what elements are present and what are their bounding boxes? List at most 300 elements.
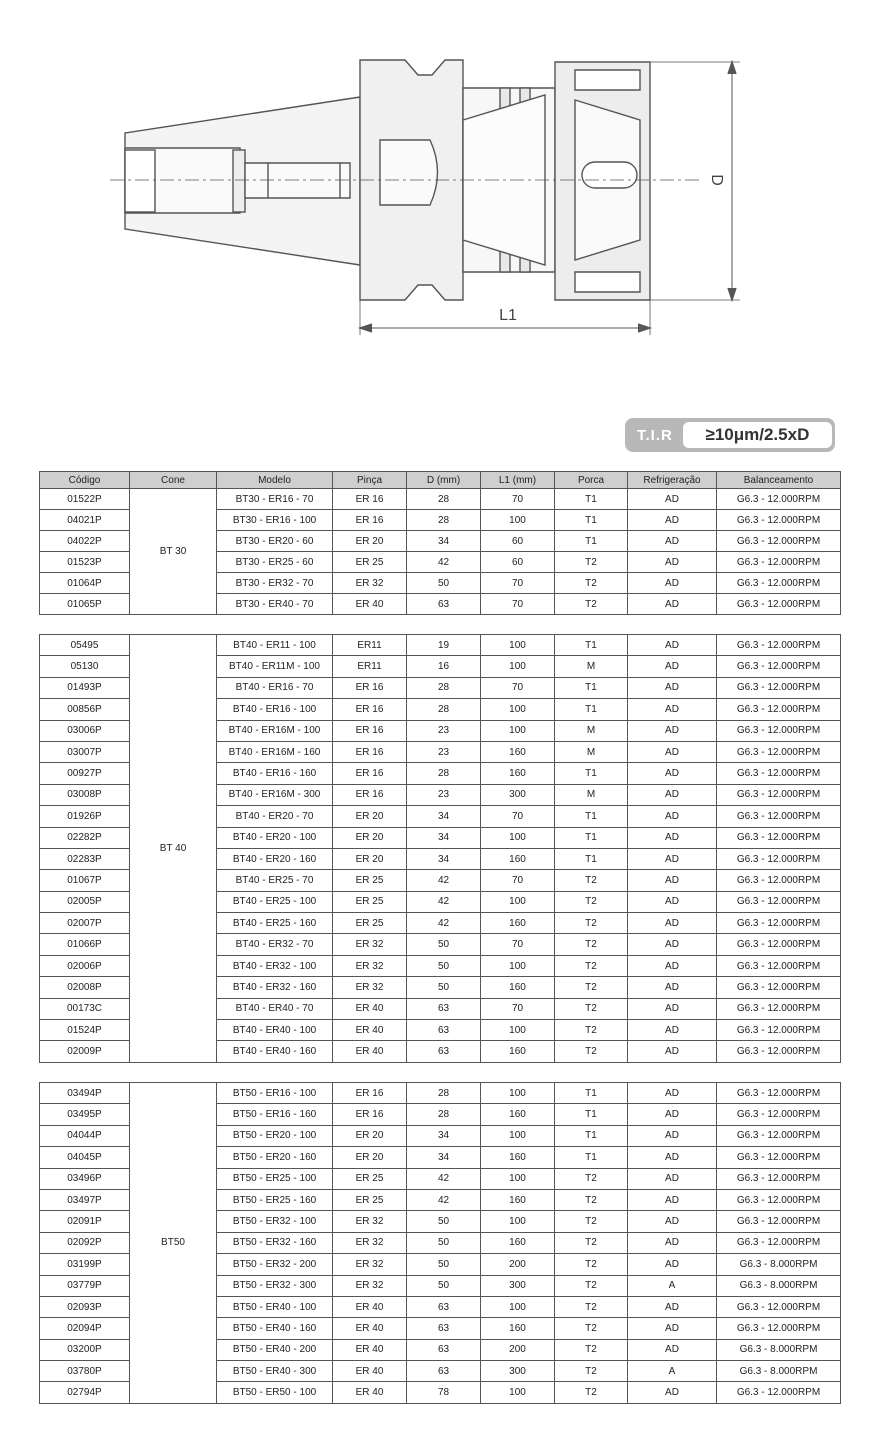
table-cell: 160 (481, 913, 555, 934)
table-cell: BT50 - ER32 - 300 (217, 1275, 333, 1296)
table-cell: BT40 - ER16M - 100 (217, 720, 333, 741)
table-cell: 34 (407, 531, 481, 552)
table-cell: AD (628, 573, 717, 594)
table-cell: ER11 (333, 656, 407, 677)
table-cell: BT50 - ER20 - 160 (217, 1147, 333, 1168)
table-cell: T2 (555, 913, 628, 934)
table-cell: 70 (481, 870, 555, 891)
table-cell: AD (628, 677, 717, 698)
table-cell: 100 (481, 1083, 555, 1104)
table-cell: AD (628, 913, 717, 934)
table-cell: 05495 (40, 635, 130, 656)
table-cell: 04044P (40, 1125, 130, 1146)
table-cell: ER 20 (333, 806, 407, 827)
table-cell: G6.3 - 12.000RPM (717, 635, 841, 656)
table-cell: ER 16 (333, 677, 407, 698)
table-cell: T1 (555, 827, 628, 848)
table-cell: 04021P (40, 510, 130, 531)
tir-badge (625, 418, 835, 452)
table-cell: T1 (555, 1125, 628, 1146)
table-cell: AD (628, 763, 717, 784)
table-cell: G6.3 - 12.000RPM (717, 699, 841, 720)
table-cell: 50 (407, 1254, 481, 1275)
table-cell: G6.3 - 12.000RPM (717, 489, 841, 510)
table-cell: 50 (407, 1232, 481, 1253)
table-cell: T2 (555, 1382, 628, 1403)
table-cell: 02091P (40, 1211, 130, 1232)
table-cell: ER 25 (333, 1189, 407, 1210)
table-cell: AD (628, 1296, 717, 1317)
table-cell: T1 (555, 848, 628, 869)
table-cell: BT50 - ER32 - 100 (217, 1211, 333, 1232)
table-cell: 34 (407, 1147, 481, 1168)
table-cell: G6.3 - 12.000RPM (717, 848, 841, 869)
table-cell: BT40 - ER20 - 100 (217, 827, 333, 848)
table-cell: G6.3 - 12.000RPM (717, 955, 841, 976)
table-cell: 70 (481, 806, 555, 827)
table-cell: G6.3 - 12.000RPM (717, 720, 841, 741)
table-cell: AD (628, 656, 717, 677)
column-header: L1 (mm) (481, 472, 555, 489)
table-cell: 50 (407, 1211, 481, 1232)
table-cell: G6.3 - 12.000RPM (717, 784, 841, 805)
table-cell: G6.3 - 12.000RPM (717, 913, 841, 934)
table-cell: AD (628, 870, 717, 891)
table-cell: T2 (555, 1339, 628, 1360)
table-cell: AD (628, 1041, 717, 1062)
table-cell: AD (628, 1211, 717, 1232)
table-cell: 100 (481, 720, 555, 741)
table-cell: ER 20 (333, 1147, 407, 1168)
column-header: Pinça (333, 472, 407, 489)
table-cell: ER 16 (333, 741, 407, 762)
table-cell: AD (628, 998, 717, 1019)
table-cell: 01524P (40, 1020, 130, 1041)
table-cell: BT50 - ER25 - 160 (217, 1189, 333, 1210)
table-cell: BT40 - ER40 - 70 (217, 998, 333, 1019)
table-cell: T1 (555, 1104, 628, 1125)
column-header: Modelo (217, 472, 333, 489)
dimension-d-label: D (708, 174, 725, 186)
table-cell: ER 16 (333, 763, 407, 784)
table-cell: G6.3 - 12.000RPM (717, 677, 841, 698)
table-cell: BT50 - ER40 - 100 (217, 1296, 333, 1317)
table-cell: 05130 (40, 656, 130, 677)
table-cell: 28 (407, 763, 481, 784)
table-cell: AD (628, 1339, 717, 1360)
table-cell: G6.3 - 12.000RPM (717, 998, 841, 1019)
table-cell: 50 (407, 573, 481, 594)
table-cell: 42 (407, 552, 481, 573)
spec-table-bt50 (39, 1082, 841, 1404)
table-cell: 01926P (40, 806, 130, 827)
table-cell: 03497P (40, 1189, 130, 1210)
table-cell: T2 (555, 1020, 628, 1041)
cone-cell: BT 40 (130, 635, 217, 1063)
table-cell: 04022P (40, 531, 130, 552)
table-cell: G6.3 - 12.000RPM (717, 763, 841, 784)
dimension-l1-label: L1 (499, 307, 517, 324)
table-cell: G6.3 - 12.000RPM (717, 1382, 841, 1403)
table-cell: 42 (407, 891, 481, 912)
table-cell: 03006P (40, 720, 130, 741)
table-cell: ER 32 (333, 955, 407, 976)
table-cell: BT40 - ER20 - 70 (217, 806, 333, 827)
table-cell: AD (628, 891, 717, 912)
table-cell: 02008P (40, 977, 130, 998)
table-cell: 63 (407, 1296, 481, 1317)
table-cell: BT50 - ER40 - 200 (217, 1339, 333, 1360)
table-cell: BT50 - ER20 - 100 (217, 1125, 333, 1146)
table-cell: BT40 - ER16 - 100 (217, 699, 333, 720)
table-cell: 78 (407, 1382, 481, 1403)
table-cell: M (555, 720, 628, 741)
table-cell: ER 20 (333, 531, 407, 552)
table-cell: 02282P (40, 827, 130, 848)
table-cell: 160 (481, 848, 555, 869)
table-cell: 100 (481, 635, 555, 656)
table-cell: 63 (407, 594, 481, 615)
table-cell: ER 40 (333, 1296, 407, 1317)
table-cell: 100 (481, 955, 555, 976)
table-cell: AD (628, 827, 717, 848)
table-cell: BT30 - ER16 - 100 (217, 510, 333, 531)
table-cell: 42 (407, 1189, 481, 1210)
table-cell: 16 (407, 656, 481, 677)
table-cell: ER11 (333, 635, 407, 656)
table-cell: 02006P (40, 955, 130, 976)
table-cell: 100 (481, 827, 555, 848)
table-cell: G6.3 - 12.000RPM (717, 656, 841, 677)
table-cell: 100 (481, 699, 555, 720)
table-cell: 00856P (40, 699, 130, 720)
table-cell: 50 (407, 977, 481, 998)
table-cell: 63 (407, 1020, 481, 1041)
table-cell: ER 25 (333, 552, 407, 573)
table-cell: T2 (555, 1211, 628, 1232)
table-cell: G6.3 - 12.000RPM (717, 1020, 841, 1041)
table-cell: ER 32 (333, 977, 407, 998)
table-cell: 63 (407, 1361, 481, 1382)
table-cell: 100 (481, 1296, 555, 1317)
table-cell: ER 32 (333, 1211, 407, 1232)
table-cell: 42 (407, 1168, 481, 1189)
table-cell: ER 16 (333, 1104, 407, 1125)
table-cell: 50 (407, 955, 481, 976)
table-cell: ER 40 (333, 998, 407, 1019)
table-cell: T1 (555, 763, 628, 784)
table-cell: 70 (481, 573, 555, 594)
table-cell: ER 32 (333, 573, 407, 594)
table-cell: T2 (555, 1254, 628, 1275)
table-cell: AD (628, 977, 717, 998)
table-cell: 01523P (40, 552, 130, 573)
table-cell: 28 (407, 699, 481, 720)
table-cell: 02007P (40, 913, 130, 934)
table-cell: G6.3 - 12.000RPM (717, 827, 841, 848)
table-cell: G6.3 - 12.000RPM (717, 934, 841, 955)
table-cell: 100 (481, 1211, 555, 1232)
table-cell: T2 (555, 1318, 628, 1339)
table-cell: ER 16 (333, 489, 407, 510)
table-cell: 100 (481, 1125, 555, 1146)
table-cell: 300 (481, 1361, 555, 1382)
table-cell: 34 (407, 1125, 481, 1146)
table-cell: 300 (481, 1275, 555, 1296)
table-cell: BT50 - ER50 - 100 (217, 1382, 333, 1403)
table-cell: G6.3 - 12.000RPM (717, 531, 841, 552)
table-cell: AD (628, 934, 717, 955)
table-cell: T2 (555, 552, 628, 573)
table-cell: AD (628, 635, 717, 656)
spec-table-bt40 (39, 634, 841, 1063)
table-cell: ER 40 (333, 1318, 407, 1339)
table-cell: 34 (407, 827, 481, 848)
table-cell: 02093P (40, 1296, 130, 1317)
table-cell: 63 (407, 1318, 481, 1339)
table-cell: G6.3 - 12.000RPM (717, 1147, 841, 1168)
table-cell: AD (628, 806, 717, 827)
table-cell: AD (628, 1382, 717, 1403)
column-header: Balanceamento (717, 472, 841, 489)
table-cell: 01493P (40, 677, 130, 698)
table-cell: AD (628, 1232, 717, 1253)
table-cell: ER 32 (333, 1275, 407, 1296)
table-cell: G6.3 - 12.000RPM (717, 573, 841, 594)
table-cell: 100 (481, 1168, 555, 1189)
table-cell: 160 (481, 1104, 555, 1125)
table-cell: AD (628, 489, 717, 510)
table-cell: 42 (407, 913, 481, 934)
table-cell: T1 (555, 531, 628, 552)
table-cell: T1 (555, 1147, 628, 1168)
table-cell: ER 16 (333, 510, 407, 531)
table-cell: 03007P (40, 741, 130, 762)
table-cell: 02283P (40, 848, 130, 869)
table-cell: ER 40 (333, 1020, 407, 1041)
table-cell: AD (628, 594, 717, 615)
table-cell: 23 (407, 720, 481, 741)
table-cell: G6.3 - 12.000RPM (717, 870, 841, 891)
table-cell: 03496P (40, 1168, 130, 1189)
table-cell: BT40 - ER20 - 160 (217, 848, 333, 869)
table-cell: 160 (481, 741, 555, 762)
table-cell: BT40 - ER32 - 160 (217, 977, 333, 998)
table-cell: G6.3 - 12.000RPM (717, 510, 841, 531)
table-cell: AD (628, 1104, 717, 1125)
table-cell: BT40 - ER16 - 70 (217, 677, 333, 698)
table-cell: G6.3 - 8.000RPM (717, 1275, 841, 1296)
table-cell: ER 32 (333, 1232, 407, 1253)
table-cell: ER 25 (333, 913, 407, 934)
table-cell: T2 (555, 594, 628, 615)
table-cell: ER 16 (333, 1083, 407, 1104)
table-cell: 300 (481, 784, 555, 805)
table-cell: G6.3 - 12.000RPM (717, 977, 841, 998)
table-cell: 34 (407, 806, 481, 827)
table-cell: 03780P (40, 1361, 130, 1382)
table-cell: 28 (407, 510, 481, 531)
table-cell: BT40 - ER11 - 100 (217, 635, 333, 656)
table-cell: BT40 - ER16M - 160 (217, 741, 333, 762)
table-cell: 63 (407, 998, 481, 1019)
table-cell: 100 (481, 510, 555, 531)
table-cell: G6.3 - 8.000RPM (717, 1361, 841, 1382)
column-header: Cone (130, 472, 217, 489)
table-cell: 03199P (40, 1254, 130, 1275)
table-cell: T2 (555, 1168, 628, 1189)
table-cell: G6.3 - 12.000RPM (717, 806, 841, 827)
table-cell: T2 (555, 1361, 628, 1382)
table-cell: T2 (555, 573, 628, 594)
table-cell: ER 40 (333, 1361, 407, 1382)
table-cell: BT40 - ER32 - 70 (217, 934, 333, 955)
table-cell: ER 20 (333, 1125, 407, 1146)
table-cell: 160 (481, 1318, 555, 1339)
table-cell: T1 (555, 489, 628, 510)
column-header: Código (40, 472, 130, 489)
table-cell: 01065P (40, 594, 130, 615)
table-cell: 160 (481, 1232, 555, 1253)
table-cell: G6.3 - 12.000RPM (717, 594, 841, 615)
table-cell: ER 40 (333, 1382, 407, 1403)
table-cell: G6.3 - 12.000RPM (717, 1125, 841, 1146)
table-cell: T2 (555, 870, 628, 891)
table-cell: A (628, 1275, 717, 1296)
table-cell: G6.3 - 12.000RPM (717, 1189, 841, 1210)
table-cell: AD (628, 531, 717, 552)
table-cell: ER 25 (333, 891, 407, 912)
table-cell: 63 (407, 1041, 481, 1062)
table-cell: ER 20 (333, 848, 407, 869)
table-cell: BT50 - ER40 - 160 (217, 1318, 333, 1339)
table-cell: 34 (407, 848, 481, 869)
table-cell: ER 40 (333, 1041, 407, 1062)
table-cell: T1 (555, 699, 628, 720)
table-cell: G6.3 - 12.000RPM (717, 552, 841, 573)
table-cell: T2 (555, 1296, 628, 1317)
table-cell: 70 (481, 594, 555, 615)
table-cell: ER 16 (333, 784, 407, 805)
table-cell: 28 (407, 1083, 481, 1104)
table-cell: AD (628, 1147, 717, 1168)
table-cell: 100 (481, 1382, 555, 1403)
table-cell: 02009P (40, 1041, 130, 1062)
table-cell: 23 (407, 784, 481, 805)
table-cell: 60 (481, 552, 555, 573)
table-cell: G6.3 - 12.000RPM (717, 741, 841, 762)
table-cell: A (628, 1361, 717, 1382)
table-cell: 50 (407, 934, 481, 955)
table-cell: 01064P (40, 573, 130, 594)
table-cell: G6.3 - 12.000RPM (717, 1211, 841, 1232)
table-cell: BT50 - ER32 - 160 (217, 1232, 333, 1253)
cone-cell: BT50 (130, 1083, 217, 1404)
table-cell: T2 (555, 1189, 628, 1210)
table-cell: 100 (481, 1020, 555, 1041)
table-cell: ER 25 (333, 1168, 407, 1189)
table-cell: 70 (481, 998, 555, 1019)
table-cell: AD (628, 1168, 717, 1189)
table-cell: ER 20 (333, 827, 407, 848)
table-cell: AD (628, 741, 717, 762)
table-row (40, 1083, 841, 1104)
table-cell: T1 (555, 677, 628, 698)
table-cell: BT40 - ER32 - 100 (217, 955, 333, 976)
table-cell: T1 (555, 635, 628, 656)
table-cell: 02794P (40, 1382, 130, 1403)
table-cell: BT40 - ER40 - 160 (217, 1041, 333, 1062)
table-cell: 70 (481, 677, 555, 698)
table-cell: ER 40 (333, 1339, 407, 1360)
table-cell: 70 (481, 934, 555, 955)
table-cell: ER 32 (333, 934, 407, 955)
table-cell: AD (628, 1020, 717, 1041)
cone-cell: BT 30 (130, 489, 217, 615)
table-cell: 160 (481, 1189, 555, 1210)
table-cell: 50 (407, 1275, 481, 1296)
table-cell: BT40 - ER16 - 160 (217, 763, 333, 784)
table-cell: 28 (407, 1104, 481, 1125)
table-cell: 00173C (40, 998, 130, 1019)
table-cell: AD (628, 848, 717, 869)
table-cell: 19 (407, 635, 481, 656)
table-cell: BT50 - ER25 - 100 (217, 1168, 333, 1189)
table-cell: ER 16 (333, 699, 407, 720)
table-cell: T2 (555, 1275, 628, 1296)
table-cell: M (555, 784, 628, 805)
table-cell: BT50 - ER16 - 100 (217, 1083, 333, 1104)
table-cell: 00927P (40, 763, 130, 784)
table-cell: 02094P (40, 1318, 130, 1339)
table-header-row (40, 472, 841, 489)
table-cell: G6.3 - 8.000RPM (717, 1339, 841, 1360)
table-cell: 04045P (40, 1147, 130, 1168)
table-cell: 01066P (40, 934, 130, 955)
table-cell: BT30 - ER20 - 60 (217, 531, 333, 552)
table-row (40, 489, 841, 510)
column-header: Refrigeração (628, 472, 717, 489)
table-cell: BT30 - ER40 - 70 (217, 594, 333, 615)
table-cell: G6.3 - 8.000RPM (717, 1254, 841, 1275)
table-cell: BT30 - ER16 - 70 (217, 489, 333, 510)
tool-holder-drawing (0, 0, 879, 380)
table-cell: 28 (407, 489, 481, 510)
table-cell: AD (628, 1189, 717, 1210)
table-cell: BT40 - ER16M - 300 (217, 784, 333, 805)
table-cell: 160 (481, 1147, 555, 1168)
table-cell: BT30 - ER32 - 70 (217, 573, 333, 594)
table-cell: T2 (555, 934, 628, 955)
table-cell: ER 40 (333, 594, 407, 615)
table-cell: T2 (555, 977, 628, 998)
table-cell: G6.3 - 12.000RPM (717, 1083, 841, 1104)
table-cell: ER 25 (333, 870, 407, 891)
table-cell: G6.3 - 12.000RPM (717, 1296, 841, 1317)
table-cell: T1 (555, 806, 628, 827)
table-cell: 160 (481, 1041, 555, 1062)
table-cell: ER 16 (333, 720, 407, 741)
table-cell: G6.3 - 12.000RPM (717, 891, 841, 912)
table-cell: T2 (555, 1232, 628, 1253)
tir-label: T.I.R (637, 426, 673, 444)
table-cell: 100 (481, 656, 555, 677)
table-cell: 03495P (40, 1104, 130, 1125)
table-cell: BT40 - ER11M - 100 (217, 656, 333, 677)
table-cell: 70 (481, 489, 555, 510)
table-cell: T2 (555, 955, 628, 976)
table-cell: AD (628, 720, 717, 741)
